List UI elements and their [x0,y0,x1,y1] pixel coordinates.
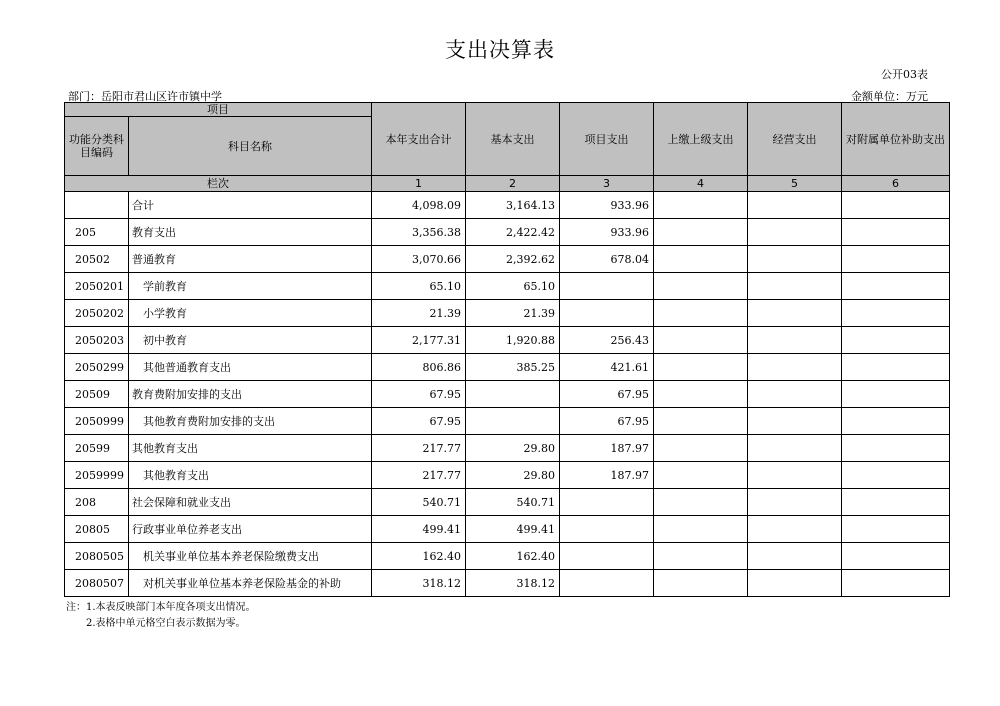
row-value-col-2: 1,920.88 [466,327,560,354]
table-row [65,246,950,273]
expenditure-table [64,102,950,597]
row-code: 208 [65,489,129,516]
row-value-col-3: 187.97 [560,462,654,489]
row-code: 20502 [65,246,129,273]
row-value-col-3: 421.61 [560,354,654,381]
header-col-4: 上缴上级支出 [654,103,748,176]
row-value-col-5 [748,327,842,354]
row-name: 其他教育支出 [129,462,372,489]
row-value-col-4 [654,489,748,516]
row-code: 2059999 [65,462,129,489]
row-value-col-5 [748,300,842,327]
row-value-col-4 [654,570,748,597]
row-value-col-1: 3,356.38 [372,219,466,246]
row-value-col-1: 217.77 [372,462,466,489]
note-2: 2.表格中单元格空白表示数据为零。 [86,618,246,629]
row-value-col-3 [560,489,654,516]
table-row [65,327,950,354]
col-num-4: 4 [654,176,748,192]
row-value-col-3: 67.95 [560,381,654,408]
row-value-col-3 [560,570,654,597]
table-row [65,273,950,300]
row-value-col-3: 67.95 [560,408,654,435]
row-value-col-2: 21.39 [466,300,560,327]
row-value-col-2: 2,392.62 [466,246,560,273]
table-row [65,300,950,327]
row-value-col-1: 2,177.31 [372,327,466,354]
row-value-col-3: 256.43 [560,327,654,354]
col-num-6: 6 [842,176,950,192]
row-code: 2050299 [65,354,129,381]
row-value-col-3: 933.96 [560,219,654,246]
col-num-5: 5 [748,176,842,192]
row-value-col-2: 29.80 [466,435,560,462]
table-row [65,462,950,489]
row-value-col-5 [748,516,842,543]
row-code: 205 [65,219,129,246]
header-col-3: 项目支出 [560,103,654,176]
table-row [65,435,950,462]
row-value-col-2 [466,381,560,408]
row-value-col-6 [842,354,950,381]
row-value-col-3: 678.04 [560,246,654,273]
row-value-col-1: 217.77 [372,435,466,462]
row-value-col-1: 499.41 [372,516,466,543]
row-value-col-2: 499.41 [466,516,560,543]
row-name: 合计 [129,192,372,219]
row-value-col-5 [748,273,842,300]
row-code: 20805 [65,516,129,543]
col-num-1: 1 [372,176,466,192]
table-row [65,192,950,219]
row-value-col-6 [842,300,950,327]
form-number: 公开03表 [881,68,928,81]
row-value-col-6 [842,327,950,354]
row-value-col-3 [560,516,654,543]
row-value-col-2: 65.10 [466,273,560,300]
row-value-col-3 [560,543,654,570]
row-value-col-6 [842,489,950,516]
header-col-6: 对附属单位补助支出 [842,103,950,176]
row-name: 教育费附加安排的支出 [129,381,372,408]
row-value-col-4 [654,435,748,462]
table-row [65,516,950,543]
row-value-col-5 [748,543,842,570]
table-row [65,570,950,597]
header-col-1: 本年支出合计 [372,103,466,176]
col-num-3: 3 [560,176,654,192]
row-value-col-4 [654,354,748,381]
row-code: 20599 [65,435,129,462]
row-value-col-1: 65.10 [372,273,466,300]
row-value-col-6 [842,273,950,300]
table-row [65,381,950,408]
header-name: 科目名称 [129,117,372,176]
row-value-col-4 [654,246,748,273]
report-title: 支出决算表 [445,38,555,62]
notes [66,600,256,632]
row-value-col-3 [560,300,654,327]
row-value-col-4 [654,462,748,489]
row-name: 初中教育 [129,327,372,354]
row-value-col-5 [748,489,842,516]
row-value-col-4 [654,516,748,543]
row-code: 2080505 [65,543,129,570]
table-row [65,543,950,570]
note-1: 注：1.本表反映部门本年度各项支出情况。 [66,602,256,613]
header-col-5: 经营支出 [748,103,842,176]
row-value-col-2: 29.80 [466,462,560,489]
row-value-col-6 [842,543,950,570]
row-code [65,192,129,219]
row-value-col-6 [842,516,950,543]
table-row [65,408,950,435]
row-name: 教育支出 [129,219,372,246]
row-value-col-2: 385.25 [466,354,560,381]
row-value-col-4 [654,327,748,354]
row-value-col-1: 67.95 [372,408,466,435]
row-name: 机关事业单位基本养老保险缴费支出 [129,543,372,570]
row-value-col-4 [654,381,748,408]
row-name: 社会保障和就业支出 [129,489,372,516]
row-value-col-6 [842,246,950,273]
row-value-col-6 [842,408,950,435]
row-value-col-2: 540.71 [466,489,560,516]
row-value-col-4 [654,219,748,246]
row-value-col-3: 187.97 [560,435,654,462]
row-code: 2050201 [65,273,129,300]
row-value-col-5 [748,381,842,408]
row-value-col-6 [842,219,950,246]
row-value-col-1: 21.39 [372,300,466,327]
row-value-col-1: 67.95 [372,381,466,408]
row-name: 其他教育支出 [129,435,372,462]
row-value-col-5 [748,570,842,597]
row-value-col-5 [748,462,842,489]
row-value-col-1: 4,098.09 [372,192,466,219]
row-name: 其他普通教育支出 [129,354,372,381]
row-value-col-5 [748,192,842,219]
row-value-col-6 [842,570,950,597]
row-value-col-5 [748,219,842,246]
row-value-col-2: 318.12 [466,570,560,597]
row-value-col-4 [654,192,748,219]
row-value-col-5 [748,354,842,381]
row-code: 2050203 [65,327,129,354]
row-value-col-2: 3,164.13 [466,192,560,219]
header-item: 项目 [65,103,372,117]
row-name: 对机关事业单位基本养老保险基金的补助 [129,570,372,597]
col-num-2: 2 [466,176,560,192]
header-col-2: 基本支出 [466,103,560,176]
unit-label: 金额单位：万元 [851,90,928,103]
row-value-col-2: 162.40 [466,543,560,570]
row-name: 其他教育费附加安排的支出 [129,408,372,435]
row-value-col-1: 3,070.66 [372,246,466,273]
row-value-col-6 [842,192,950,219]
table-row [65,219,950,246]
row-name: 学前教育 [129,273,372,300]
row-value-col-4 [654,543,748,570]
row-code: 2050999 [65,408,129,435]
row-value-col-3: 933.96 [560,192,654,219]
row-value-col-2: 2,422.42 [466,219,560,246]
row-value-col-4 [654,300,748,327]
row-value-col-5 [748,246,842,273]
row-value-col-1: 540.71 [372,489,466,516]
row-code: 2050202 [65,300,129,327]
row-name: 行政事业单位养老支出 [129,516,372,543]
header-row-label: 栏次 [65,176,372,192]
table-row [65,489,950,516]
row-value-col-1: 318.12 [372,570,466,597]
row-value-col-4 [654,273,748,300]
row-value-col-6 [842,435,950,462]
row-value-col-6 [842,462,950,489]
row-value-col-5 [748,408,842,435]
row-name: 小学教育 [129,300,372,327]
row-value-col-4 [654,408,748,435]
row-name: 普通教育 [129,246,372,273]
department-label: 部门：岳阳市君山区许市镇中学 [68,90,222,103]
row-code: 20509 [65,381,129,408]
row-value-col-2 [466,408,560,435]
header-code: 功能分类科目编码 [65,117,129,176]
row-code: 2080507 [65,570,129,597]
table-row [65,354,950,381]
row-value-col-3 [560,273,654,300]
row-value-col-1: 806.86 [372,354,466,381]
row-value-col-6 [842,381,950,408]
row-value-col-5 [748,435,842,462]
row-value-col-1: 162.40 [372,543,466,570]
